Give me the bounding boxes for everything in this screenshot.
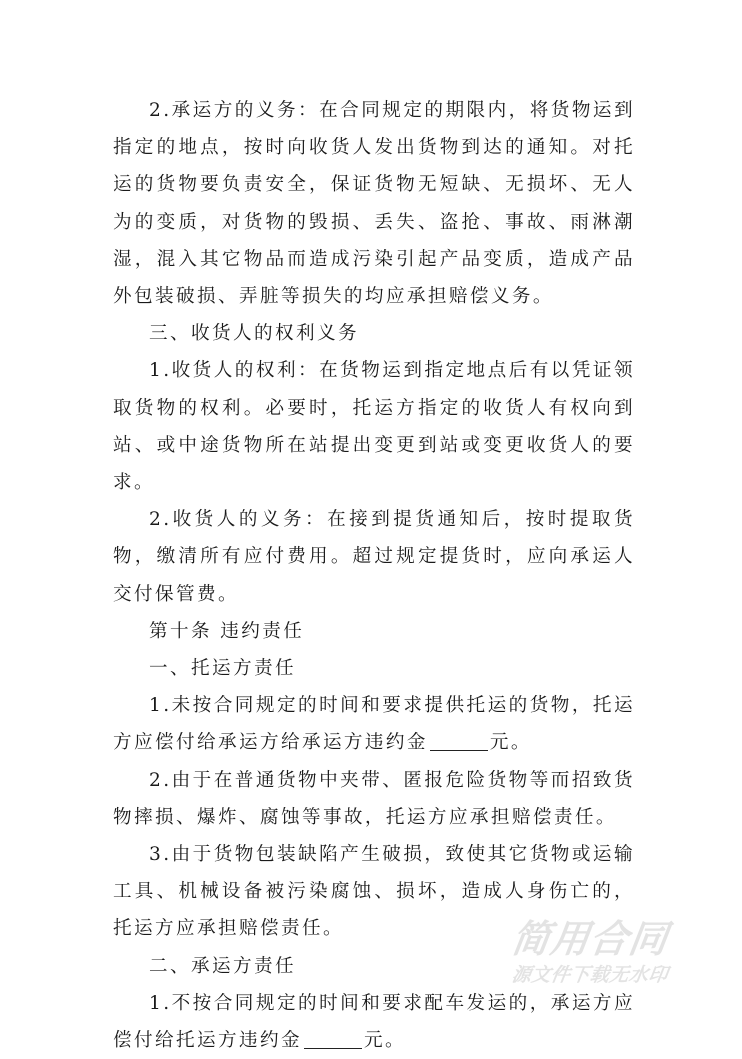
heading-shipper-liability: 一、托运方责任 [149, 658, 296, 680]
paragraph-shipper-liability-1 [113, 687, 635, 761]
watermark [508, 917, 692, 988]
document-page [113, 92, 635, 1059]
paragraph-shipper-liability-2: 2.由于在普通货物中夹带、匿报危险货物等而招致货物摔损、爆炸、腐蚀等事故，托运方应承担赔偿责任。 [113, 769, 635, 828]
paragraph-consignee-rights: 1.收货人的权利：在货物运到指定地点后有以凭证领取货物的权利。必要时，托运方指定的收货人有权向到站、或中途货物所在站提出变更到站或变更收货人的要求。 [113, 360, 635, 494]
paragraph-text: 1.未按合同规定的时间和要求提供托运的货物，托运方应偿付给承运方给承运方违约金 [113, 695, 635, 754]
paragraph-carrier-obligations: 2.承运方的义务：在合同规定的期限内，将货物运到指定的地点，按时向收货人发出货物到达的通知。对托运的货物要负责安全，保证货物无短缺、无损坏、无人为的变质，对货物的毁损、丢失、盗抢、事故、雨淋潮湿，混入其它物品而造成污染引起产品变质，造成产品外包装破损、弄脏等损失的均应承担赔偿义务。 [113, 100, 635, 308]
heading-carrier-liability: 二、承运方责任 [149, 955, 296, 977]
penalty-amount-blank [430, 730, 488, 751]
currency-unit: 元。 [363, 1030, 406, 1052]
paragraph-carrier-liability-1 [113, 985, 635, 1059]
paragraph-shipper-liability-3: 3.由于货物包装缺陷产生破损，致使其它货物或运输工具、机械设备被污染腐蚀、损坏，造成人身伤亡的，托运方应承担赔偿责任。 [113, 844, 635, 940]
penalty-amount-blank [304, 1028, 362, 1049]
heading-article-ten-liability: 第十条 违约责任 [149, 620, 305, 642]
watermark-subtitle: 源文件下载无水印 [510, 964, 670, 986]
watermark-title: 简用合同 [508, 917, 672, 961]
heading-consignee-rights-obligations: 三、收货人的权利义务 [149, 323, 359, 345]
currency-unit: 元。 [489, 732, 532, 754]
paragraph-text: 1.不按合同规定的时间和要求配车发运的，承运方应偿付给托运方违约金 [113, 992, 635, 1052]
paragraph-consignee-obligations: 2.收货人的义务：在接到提货通知后，按时提取货物，缴清所有应付费用。超过规定提货时，应向承运人交付保管费。 [113, 509, 635, 605]
